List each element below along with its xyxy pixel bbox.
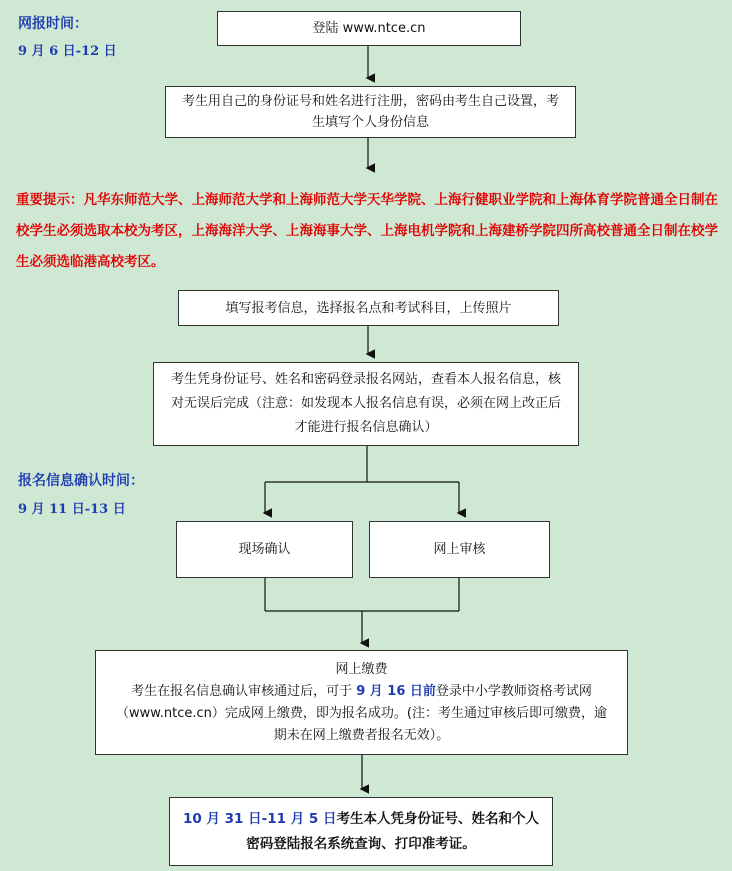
confirm-time-label: 报名信息确认时间： <box>18 473 144 489</box>
step-login <box>217 11 521 46</box>
payment-deadline: 9 月 16 日前 <box>356 683 436 699</box>
step-online-review-text: 网上审核 <box>433 542 486 557</box>
payment-title: 网上缴费 <box>335 661 388 677</box>
payment-text-post: 登录中小学教师资格考试网（www.ntce.cn）完成网上缴费，即为报名成功。(注：考生通过审核后即可缴费，逾期未在网上缴费者报名无效）。 <box>116 683 607 743</box>
step-payment <box>95 650 628 755</box>
print-text: 考生本人凭身份证号、姓名和个人密码登陆报名系统查询、打印准考证。 <box>246 810 540 852</box>
step-onsite-confirm <box>176 521 353 578</box>
online-time-value: 9 月 6 日-12 日 <box>18 44 117 59</box>
step-fill-info-text: 填写报考信息，选择报名点和考试科目，上传照片 <box>225 300 512 316</box>
step-print-ticket <box>169 797 553 866</box>
online-time-label: 网报时间： <box>18 16 88 32</box>
step-online-review <box>369 521 550 578</box>
payment-text-pre: 考生在报名信息确认审核通过后，可于 <box>131 683 357 699</box>
step-register-text: 考生用自己的身份证号和姓名进行注册，密码由考生自己设置，考生填写个人身份信息 <box>181 94 559 130</box>
print-ticket-description <box>182 807 540 857</box>
payment-description <box>110 681 613 747</box>
step-verify-text: 考生凭身份证号、姓名和密码登录报名网站，查看本人报名信息，核对无误后完成（注意：如发现本人报名信息有误，必须在网上改正后才能进行报名信息确认） <box>170 372 561 435</box>
print-date: 10 月 31 日-11 月 5 日 <box>182 810 337 827</box>
step-verify <box>153 362 579 446</box>
step-login-text: 登陆 www.ntce.cn <box>312 21 426 36</box>
step-register <box>165 86 576 138</box>
confirm-time-value: 9 月 11 日-13 日 <box>18 502 126 517</box>
step-fill-info <box>178 290 559 326</box>
important-notice: 重要提示：凡华东师范大学、上海师范大学和上海师范大学天华学院、上海行健职业学院和上海体育学院普通全日制在校学生必须选取本校为考区，上海海洋大学、上海海事大学、上海电机学院和上海建桥学院四所高校普通全日制在校学生必须选临港高校考区。 <box>16 192 718 270</box>
step-onsite-confirm-text: 现场确认 <box>238 542 291 557</box>
